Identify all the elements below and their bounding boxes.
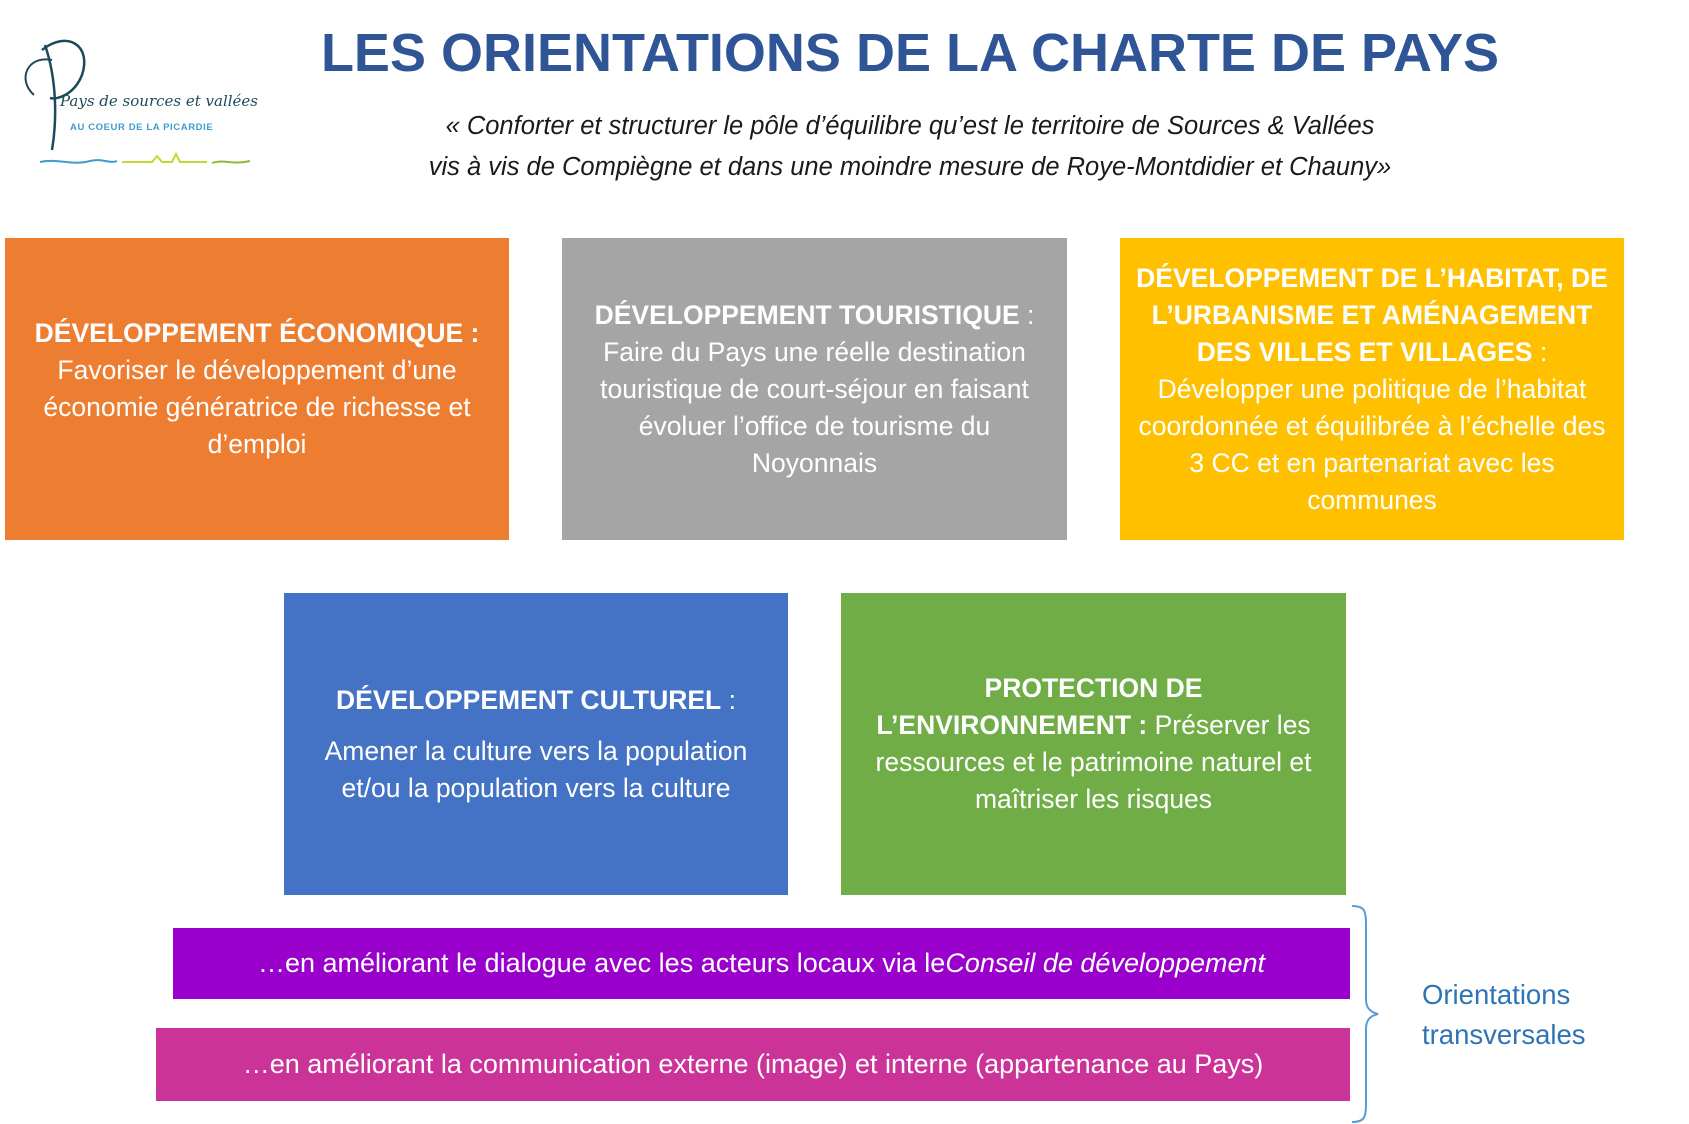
box-heading: DÉVELOPPEMENT DE L’HABITAT, DE L’URBANISME ET AMÉNAGEMENT DES VILLES ET VILLAGES (1136, 262, 1608, 367)
box-heading: PROTECTION DE L’ENVIRONNEMENT : (876, 673, 1203, 740)
logo-script-text: Pays de sources et vallées (60, 92, 258, 110)
box-text: Faire du Pays une réelle destination touristique de court-séjour en faisant évoluer l’office de tourisme du Noyonnais (600, 336, 1029, 478)
bar-communication (156, 1028, 1350, 1101)
box-protection-environnement (841, 593, 1346, 895)
box-text: Préserver les ressources et le patrimoine naturel et maîtriser les risques (875, 710, 1312, 814)
box-text: Amener la culture vers la population et/ou la population vers la culture (324, 735, 748, 803)
page-subtitle (260, 106, 1560, 188)
box-developpement-culturel (284, 593, 788, 895)
box-heading: DÉVELOPPEMENT ÉCONOMIQUE : (34, 318, 480, 348)
box-heading: DÉVELOPPEMENT TOURISTIQUE (594, 299, 1020, 330)
bar-text-italic: Conseil de développement (945, 948, 1266, 978)
transversal-label (1422, 975, 1652, 1055)
box-developpement-touristique (562, 238, 1067, 540)
box-text: : Développer une politique de l’habitat coordonnée et équilibrée à l’échelle des 3 CC et en partenariat avec les communes (1138, 336, 1606, 515)
box-text: Favoriser le développement d’une économie génératrice de richesse et d’emploi (43, 355, 471, 459)
transversal-line-2: transversales (1422, 1019, 1586, 1050)
box-heading-suffix: : (1019, 299, 1035, 330)
curly-brace-icon (1350, 904, 1380, 1124)
transversal-line-1: Orientations (1422, 979, 1571, 1010)
subtitle-line-1: « Conforter et structurer le pôle d’équilibre qu’est le territoire de Sources & Vallées (445, 112, 1375, 140)
box-developpement-habitat (1120, 238, 1624, 540)
box-heading: DÉVELOPPEMENT CULTUREL (336, 684, 722, 715)
subtitle-line-2: vis à vis de Compiègne et dans une moindre mesure de Roye-Montdidier et Chauny» (428, 153, 1392, 181)
bar-text: …en améliorant la communication externe (image) et interne (appartenance au Pays) (242, 1049, 1264, 1079)
box-developpement-economique (5, 238, 509, 540)
logo (12, 20, 262, 170)
bar-dialogue (173, 928, 1350, 999)
page-title: LES ORIENTATIONS DE LA CHARTE DE PAYS (320, 23, 1500, 83)
logo-tagline: AU COEUR DE LA PICARDIE (70, 122, 214, 133)
bar-text: …en améliorant le dialogue avec les acteurs locaux via le (257, 948, 946, 978)
box-heading-suffix: : (721, 684, 736, 715)
